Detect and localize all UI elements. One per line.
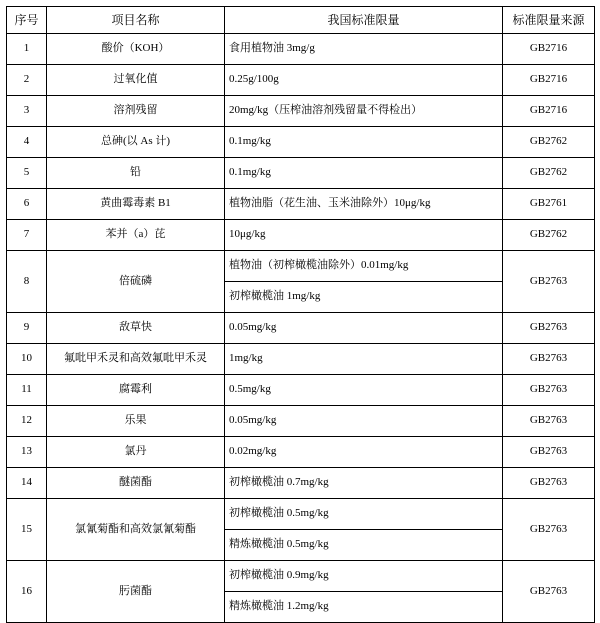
cell-item-name: 肟菌酯 bbox=[47, 561, 225, 623]
cell-item-name: 氯氰菊酯和高效氯氰菊酯 bbox=[47, 499, 225, 561]
cell-item-name: 倍硫磷 bbox=[47, 251, 225, 313]
column-header-name: 项目名称 bbox=[47, 7, 225, 34]
cell-item-name: 铅 bbox=[47, 158, 225, 189]
cell-no: 3 bbox=[7, 96, 47, 127]
cell-limit: 0.5mg/kg bbox=[225, 375, 503, 406]
cell-item-name: 醚菌酯 bbox=[47, 468, 225, 499]
cell-limit: 0.1mg/kg bbox=[225, 127, 503, 158]
cell-limit: 0.05mg/kg bbox=[225, 406, 503, 437]
cell-source: GB2763 bbox=[503, 437, 595, 468]
table-row bbox=[7, 561, 595, 592]
cell-no: 6 bbox=[7, 189, 47, 220]
cell-limit: 0.1mg/kg bbox=[225, 158, 503, 189]
cell-no: 8 bbox=[7, 251, 47, 313]
cell-limit: 初榨橄榄油 0.9mg/kg bbox=[225, 561, 503, 592]
table-row bbox=[7, 344, 595, 375]
table-row bbox=[7, 468, 595, 499]
cell-source: GB2716 bbox=[503, 96, 595, 127]
cell-no: 14 bbox=[7, 468, 47, 499]
cell-source: GB2716 bbox=[503, 34, 595, 65]
table-row bbox=[7, 34, 595, 65]
cell-no: 4 bbox=[7, 127, 47, 158]
cell-limit: 初榨橄榄油 0.5mg/kg bbox=[225, 499, 503, 530]
cell-limit: 精炼橄榄油 1.2mg/kg bbox=[225, 592, 503, 623]
table-row bbox=[7, 96, 595, 127]
cell-source: GB2761 bbox=[503, 189, 595, 220]
table-row bbox=[7, 499, 595, 530]
cell-source: GB2763 bbox=[503, 561, 595, 623]
cell-source: GB2763 bbox=[503, 375, 595, 406]
column-header-source: 标准限量来源 bbox=[503, 7, 595, 34]
cell-limit: 20mg/kg（压榨油溶剂残留量不得检出） bbox=[225, 96, 503, 127]
table-row bbox=[7, 313, 595, 344]
cell-item-name: 敌草快 bbox=[47, 313, 225, 344]
cell-item-name: 乐果 bbox=[47, 406, 225, 437]
table-row bbox=[7, 406, 595, 437]
cell-source: GB2716 bbox=[503, 65, 595, 96]
table-row bbox=[7, 251, 595, 282]
table-row bbox=[7, 189, 595, 220]
cell-no: 13 bbox=[7, 437, 47, 468]
cell-no: 11 bbox=[7, 375, 47, 406]
cell-item-name: 氯丹 bbox=[47, 437, 225, 468]
column-header-no: 序号 bbox=[7, 7, 47, 34]
table-row bbox=[7, 375, 595, 406]
cell-source: GB2763 bbox=[503, 499, 595, 561]
cell-no: 1 bbox=[7, 34, 47, 65]
column-header-limit: 我国标准限量 bbox=[225, 7, 503, 34]
cell-no: 5 bbox=[7, 158, 47, 189]
cell-limit: 初榨橄榄油 1mg/kg bbox=[225, 282, 503, 313]
cell-source: GB2762 bbox=[503, 220, 595, 251]
cell-limit: 植物油（初榨橄榄油除外）0.01mg/kg bbox=[225, 251, 503, 282]
cell-no: 10 bbox=[7, 344, 47, 375]
cell-item-name: 黄曲霉毒素 B1 bbox=[47, 189, 225, 220]
cell-item-name: 酸价（KOH） bbox=[47, 34, 225, 65]
table-row bbox=[7, 65, 595, 96]
table-body bbox=[7, 7, 595, 623]
cell-limit: 0.05mg/kg bbox=[225, 313, 503, 344]
cell-no: 2 bbox=[7, 65, 47, 96]
cell-source: GB2763 bbox=[503, 406, 595, 437]
cell-source: GB2762 bbox=[503, 127, 595, 158]
cell-limit: 食用植物油 3mg/g bbox=[225, 34, 503, 65]
cell-limit: 初榨橄榄油 0.7mg/kg bbox=[225, 468, 503, 499]
cell-no: 15 bbox=[7, 499, 47, 561]
table-row bbox=[7, 158, 595, 189]
cell-item-name: 氟吡甲禾灵和高效氟吡甲禾灵 bbox=[47, 344, 225, 375]
cell-item-name: 总砷(以 As 计) bbox=[47, 127, 225, 158]
cell-no: 16 bbox=[7, 561, 47, 623]
cell-limit: 0.02mg/kg bbox=[225, 437, 503, 468]
cell-limit: 10μg/kg bbox=[225, 220, 503, 251]
table-row bbox=[7, 220, 595, 251]
cell-no: 7 bbox=[7, 220, 47, 251]
cell-no: 12 bbox=[7, 406, 47, 437]
cell-source: GB2763 bbox=[503, 344, 595, 375]
cell-source: GB2763 bbox=[503, 468, 595, 499]
cell-limit: 植物油脂（花生油、玉米油除外）10μg/kg bbox=[225, 189, 503, 220]
cell-source: GB2763 bbox=[503, 251, 595, 313]
cell-item-name: 腐霉利 bbox=[47, 375, 225, 406]
table-header-row bbox=[7, 7, 595, 34]
cell-item-name: 过氧化值 bbox=[47, 65, 225, 96]
table-row bbox=[7, 127, 595, 158]
cell-source: GB2762 bbox=[503, 158, 595, 189]
cell-item-name: 苯并（a）芘 bbox=[47, 220, 225, 251]
cell-limit: 1mg/kg bbox=[225, 344, 503, 375]
cell-limit: 精炼橄榄油 0.5mg/kg bbox=[225, 530, 503, 561]
cell-limit: 0.25g/100g bbox=[225, 65, 503, 96]
cell-no: 9 bbox=[7, 313, 47, 344]
cell-source: GB2763 bbox=[503, 313, 595, 344]
cell-item-name: 溶剂残留 bbox=[47, 96, 225, 127]
standards-limit-table bbox=[6, 6, 595, 623]
table-row bbox=[7, 437, 595, 468]
